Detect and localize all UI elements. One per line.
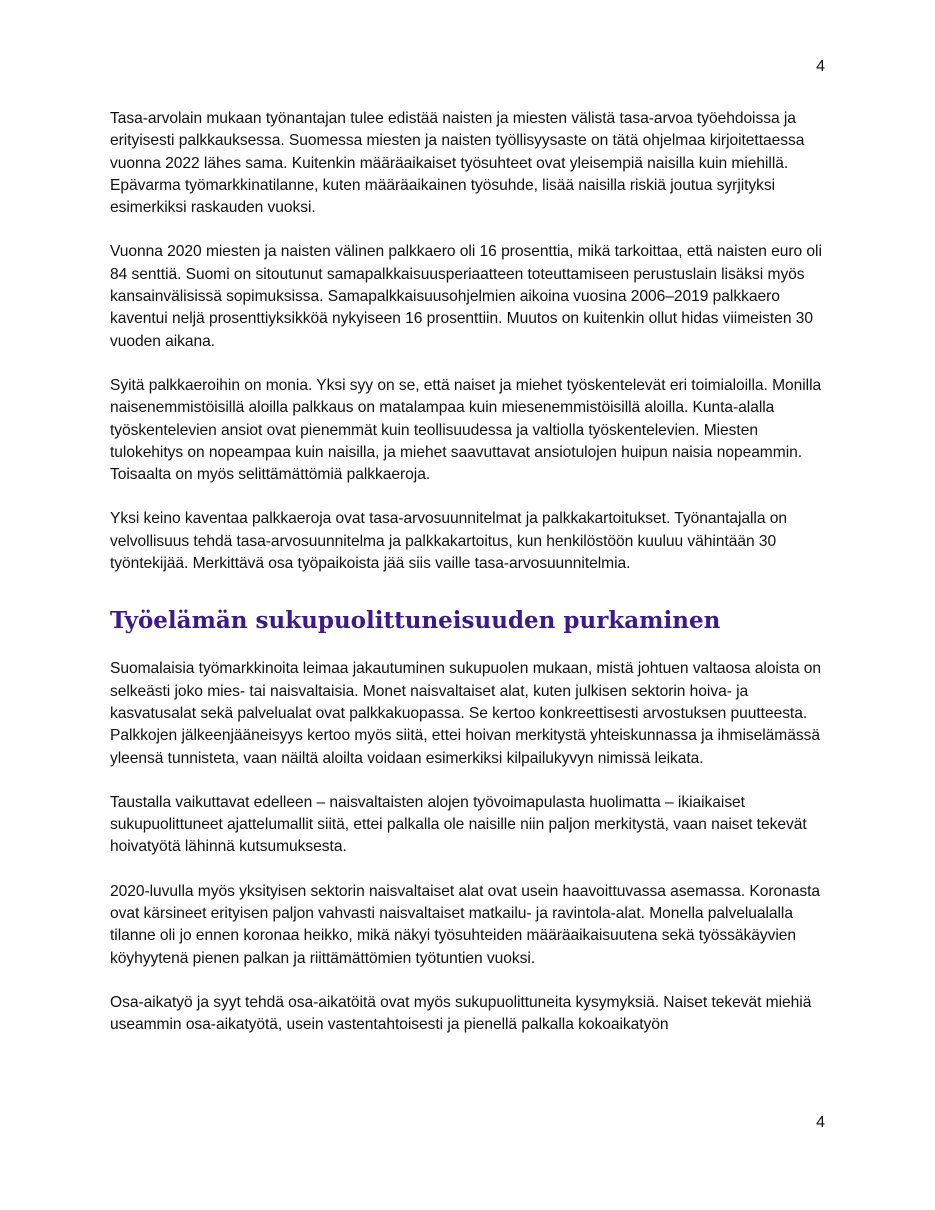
section-heading: Työelämän sukupuolittuneisuuden purkaminen [110,607,721,635]
page-number-top: 4 [816,58,825,75]
document-body [110,108,832,1059]
paragraph-equality-plans: Yksi keino kaventaa palkkaeroja ovat tasa-arvosuunnitelmat ja palkkakartoitukset. Työnantajalla on velvollisuus tehdä tasa-arvosuunnitelma ja palkkakartoitus, kun henkilöstöön kuuluu vähintään 30 työntekijää. Merkittävä osa työpaikoista jää siis vaille tasa-arvosuunnitelmia. [110,510,787,573]
paragraph-segregation: Suomalaisia työmarkkinoita leimaa jakautuminen sukupuolen mukaan, mistä johtuen valtaosa aloista on selkeästi joko mies- tai naisvaltaisia. Monet naisvaltaiset alat, kuten julkisen sektorin hoiva- ja kasvatusalat sekä palvelualat ovat palkkakuopassa. Se kertoo konkreettisesti arvostuksen puutteesta. Palkkojen jälkeenjääneisyys kertoo myös siitä, ettei hoivan merkitystä yhteiskunnassa ja ihmiselämässä yleensä tunnisteta, vaan näiltä aloilta voidaan esimerkiksi kilpailukyvyn nimissä leikata. [110,660,822,767]
paragraph-gendered-thinking: Taustalla vaikuttavat edelleen – naisvaltaisten alojen työvoimapulasta huolimatta – ikiaikaiset sukupuolittuneet ajattelumallit siitä, ettei palkalla ole naisille niin paljon merkitystä, vaan naiset tekevät hoivatyötä lähinnä kutsumuksesta. [110,793,807,856]
paragraph-pay-gap-causes: Syitä palkkaeroihin on monia. Yksi syy on se, että naiset ja miehet työskentelevät eri toimialoilla. Monilla naisenemmistöisillä aloilla palkkaus on matalampaa kuin miesenemmistöisillä aloilla. Kunta-alalla työskentelevien ansiot ovat pienemmät kuin teollisuudessa ja valtiolla työskentelevien. Miesten tulokehitys on nopeampaa kuin naisilla, ja miehet saavuttavat ansiotulojen huipun naisia nopeammin. Toisaalta on myös selittämättömiä palkkaeroja. [110,376,822,484]
paragraph-pay-gap-2020: Vuonna 2020 miesten ja naisten välinen palkkaero oli 16 prosenttia, mikä tarkoittaa, että naisten euro oli 84 senttiä. Suomi on sitoutunut samapalkkaisuusperiaatteen toteuttamiseen perustuslain lisäksi myös kansainvälisissä sopimuksissa. Samapalkkaisuusohjelmien aikoina vuosina 2006–2019 palkkaero kaventui neljä prosenttiyksikköä nykyiseen 16 prosenttiin. Muutos on kuitenkin ollut hidas viimeisten 30 vuoden aikana. [110,243,822,350]
page-number-bottom: 4 [816,1114,825,1131]
paragraph-part-time: Osa-aikatyö ja syyt tehdä osa-aikatöitä ovat myös sukupuolittuneita kysymyksiä. Naiset tekevät miehiä useammin osa-aikatyötä, usein vastentahtoisesti ja pienellä palkalla kokoaikatyön [110,993,812,1034]
paragraph-equality-act: Tasa-arvolain mukaan työnantajan tulee edistää naisten ja miesten välistä tasa-arvoa työehdoissa ja erityisesti palkkauksessa. Suomessa miesten ja naisten työllisyysaste on tätä ohjelmaa kirjoitettaessa vuonna 2022 lähes sama. Kuitenkin määräaikaiset työsuhteet ovat yleisempiä naisilla kuin miehillä. Epävarma työmarkkinatilanne, kuten määräaikainen työsuhde, lisää naisilla riskiä joutua syrjityksi esimerkiksi raskauden vuoksi. [110,110,805,217]
paragraph-private-sector: 2020-luvulla myös yksityisen sektorin naisvaltaiset alat ovat usein haavoittuvassa asemassa. Koronasta ovat kärsineet erityisen paljon vahvasti naisvaltaiset matkailu- ja ravintola-alat. Monella palvelualalla tilanne oli jo ennen koronaa heikko, mikä näkyi työsuhteiden määräaikaisuutena sekä työssäkäyvien köyhyytenä pienen palkan ja riittämättömien työtuntien vuoksi. [110,882,820,967]
